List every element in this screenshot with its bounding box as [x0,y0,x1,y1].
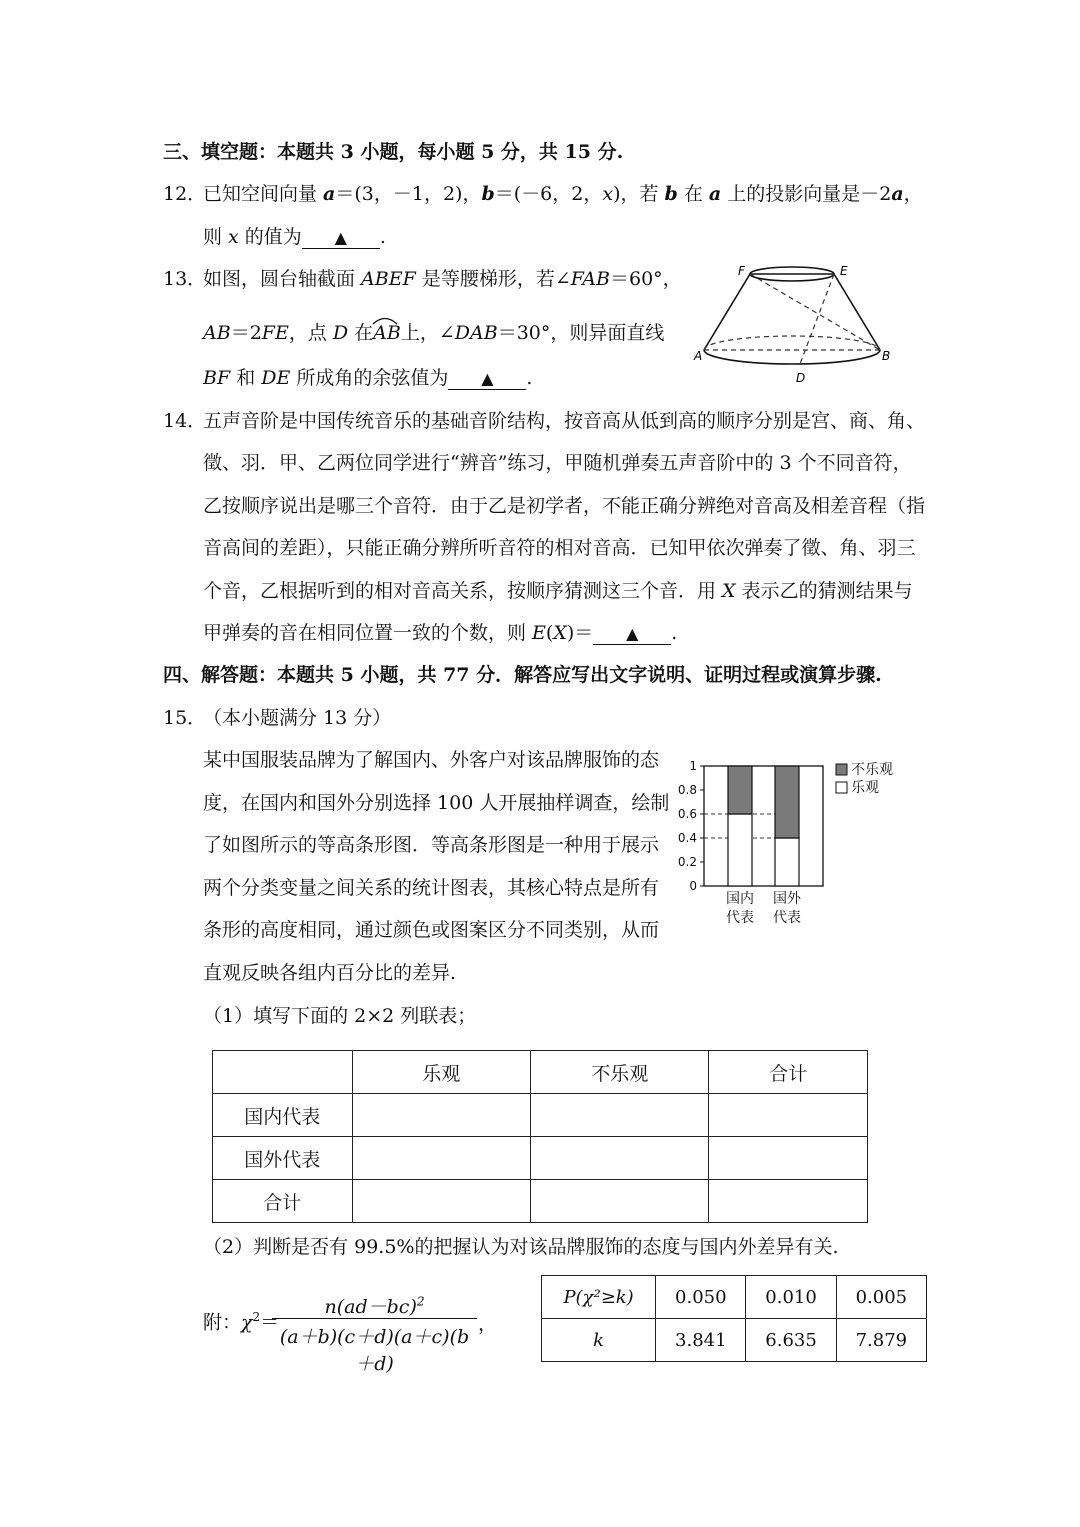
vector-a: a [323,183,336,205]
label-f: F [738,264,745,278]
chi-symbol: χ [241,1311,253,1334]
triangle-mark: ▲ [334,228,347,247]
q12-text: 已知空间向量 [203,183,324,205]
q12-text: )，若 [613,183,665,205]
ptable-cell: 7.879 [836,1319,926,1362]
vector-a: a [708,183,722,205]
q13-text: 是等腰梯形，若∠ [415,268,571,290]
triangle-mark: ▲ [481,369,494,388]
appendix-text: 附： [203,1311,242,1334]
q14-line-4: 音高间的差距），只能正确分辨所听音符的相对音高．已知甲依次弹奏了徵、角、羽三 [203,537,916,559]
answer-blank[interactable] [593,623,671,645]
table-header-cell: 乐观 [352,1051,530,1094]
answer-blank[interactable] [448,368,526,390]
formula-comma: ， [478,1313,498,1335]
x-tick-label: 代表 [726,910,754,926]
var-e: E [532,622,546,644]
q13-var: DE [261,367,291,389]
y-tick-label: 0.6 [677,807,697,821]
q13-line3 [203,366,532,390]
var-x: x [228,226,239,248]
vector-b: b [664,183,678,205]
label-b: B [882,349,891,363]
section-4-title: 四、解答题：本题共 5 小题，共 77 分．解答应写出文字说明、证明过程或演算步骤. [163,664,882,686]
q14-line-5 [203,579,913,603]
ptable-cell: 6.635 [746,1319,836,1362]
ptable-cell: P(χ²≥k) [542,1276,656,1319]
label-d: D [796,371,806,385]
arc-icon [372,315,398,325]
bar-segment [728,814,752,886]
q12-text: ＝(3，－1，2)， [335,183,482,205]
q13-var: AB [373,322,401,344]
q14-text: )＝ [566,622,594,644]
q14-line-3: 乙按顺序说出是哪三个音符．由于乙是初学者，不能正确分辨绝对音高及相差音程（指 [203,495,926,517]
stacked-bar-chart [668,752,908,932]
triangle-mark: ▲ [626,624,639,643]
q13-text: 和 [230,367,262,389]
ptable-cell: 3.841 [656,1319,746,1362]
var-x: x [602,183,614,205]
q15-line-5: 条形的高度相同，通过颜色或图案区分不同类别，从而 [203,919,660,941]
table-cell[interactable] [709,1094,868,1137]
q15-number: 15． [163,707,207,729]
table-cell[interactable] [531,1180,709,1223]
line-bf [750,274,880,350]
fraction-bar [272,1318,477,1319]
q14-line-1: 五声音阶是中国传统音乐的基础音阶结构，按音高从低到高的顺序分别是宫、商、角、 [203,410,926,432]
contingency-table [212,1050,868,1223]
q13-text: 所成角的余弦值为 [290,367,449,389]
q12-line1 [203,182,923,206]
q15-line-2: 度，在国内和国外分别选择 100 人开展抽样调查，绘制 [203,792,670,814]
q13-line2 [203,321,664,345]
y-tick-label: 0 [689,879,697,893]
q13-text: ，点 [288,322,333,344]
vector-a: a [891,183,904,205]
ptable-cell: 0.005 [836,1276,926,1319]
q13-number: 13． [163,268,207,290]
y-tick-label: 0.8 [677,783,697,797]
q14-number: 14． [163,410,207,432]
formula-denominator: (a＋b)(c＋d)(a＋c)(b＋d) [279,1326,470,1375]
var-x: X [553,622,567,644]
q14-line-6 [203,621,677,645]
x-tick-label: 国内 [726,891,754,907]
q15-line-3: 了如图所示的等高条形图．等高条形图是一种用于展示 [203,834,660,856]
y-tick-label: 0.2 [677,855,697,869]
ptable-cell: 0.050 [656,1276,746,1319]
section-3-title: 三、填空题：本题共 3 小题，每小题 5 分，共 15 分. [163,141,624,163]
table-header-cell: 不乐观 [531,1051,709,1094]
q13-text: 如图，圆台轴截面 [203,268,362,290]
vector-b: b [481,183,495,205]
q13-var: FE [261,322,289,344]
y-tick-label: 1 [689,759,697,773]
numerator-sup: 2 [416,1294,425,1309]
y-tick-label: 0.4 [677,831,697,845]
formula-numerator [272,1292,477,1319]
q13-var: FAB [570,268,610,290]
table-cell[interactable] [709,1180,868,1223]
q15-part-1: （1）填写下面的 2×2 列联表； [203,1005,477,1027]
table-row-label: 国内代表 [213,1094,353,1137]
table-header-cell: 合计 [709,1051,868,1094]
q13-line1 [203,267,682,291]
table-cell[interactable] [531,1094,709,1137]
label-e: E [840,264,848,278]
bar-segment [775,766,799,838]
q12-text: 则 [203,226,229,248]
q13-text: . [526,367,533,389]
line-fa [704,274,750,350]
x-tick-label: 代表 [773,910,801,926]
table-cell[interactable] [352,1180,530,1223]
q12-text: ， [903,183,923,205]
critical-value-table [541,1275,927,1362]
frustum-figure [690,260,900,390]
q13-var: AB [203,322,231,344]
legend-label: 不乐观 [851,762,893,778]
table-header-cell [213,1051,353,1094]
q15-line-1: 某中国服装品牌为了解国内、外客户对该品牌服饰的态 [203,749,660,771]
q14-line-2: 徵、羽．甲、乙两位同学进行“辨音”练习，甲随机弹奏五声音阶中的 3 个不同音符， [203,452,912,474]
ptable-cell: 0.010 [746,1276,836,1319]
arc-ab [373,321,401,345]
table-row-label: 国外代表 [213,1137,353,1180]
q15-score: （本小题满分 13 分） [203,707,392,729]
q15-line-4: 两个分类变量之间关系的统计图表，其核心特点是所有 [203,877,660,899]
plot-frame [704,766,823,886]
q13-text: ＝2 [230,322,262,344]
table-row-label: 合计 [213,1180,353,1223]
legend-swatch [836,782,847,793]
ptable-cell: k [542,1319,656,1362]
bar-segment [775,838,799,886]
q14-text: 甲弹奏的音在相同位置一致的个数，则 [203,622,533,644]
q12-number: 12． [163,183,207,205]
q13-text: ＝30°，则异面直线 [497,322,665,344]
q12-text: 在 [677,183,709,205]
table-cell[interactable] [352,1094,530,1137]
legend-label: 乐观 [851,780,879,796]
q14-text: ( [545,622,554,644]
table-cell[interactable] [352,1137,530,1180]
equals: ＝ [260,1311,280,1334]
numerator-text: n(ad－bc) [324,1296,417,1318]
q15-part-2: （2）判断是否有 99.5%的把握认为对该品牌服饰的态度与国内外差异有关. [203,1236,839,1258]
legend-swatch [836,764,847,775]
chi-sup: 2 [252,1310,261,1324]
appendix-label [203,1305,279,1334]
q13-var: BF [203,367,231,389]
x-tick-label: 国外 [773,891,801,907]
q13-var: ABEF [361,268,416,290]
q15-line-6: 直观反映各组内百分比的差异. [203,962,457,984]
q13-var: D [332,322,349,344]
bar-segment [728,766,752,814]
q14-text: . [671,622,678,644]
q12-text: . [379,226,386,248]
bottom-ellipse-front [704,350,880,364]
q13-text: 在 [348,322,374,344]
table-cell[interactable] [531,1137,709,1180]
q12-text: ＝(－6，2， [494,183,603,205]
bottom-ellipse-back [704,336,880,350]
answer-blank[interactable] [302,227,380,249]
q13-text: ＝60°， [609,268,682,290]
q12-text: 的值为 [238,226,302,248]
q13-text: 上，∠ [400,322,455,344]
q14-text: 表示乙的猜测结果与 [735,580,913,602]
q14-text: 个音，乙根据听到的相对音高关系，按顺序猜测这三个音．用 [203,580,723,602]
label-a: A [694,349,703,363]
var-x: X [722,580,736,602]
q13-var: DAB [454,322,498,344]
q12-text: 上的投影向量是－2 [721,183,892,205]
q12-line2 [203,225,386,249]
table-cell[interactable] [709,1137,868,1180]
